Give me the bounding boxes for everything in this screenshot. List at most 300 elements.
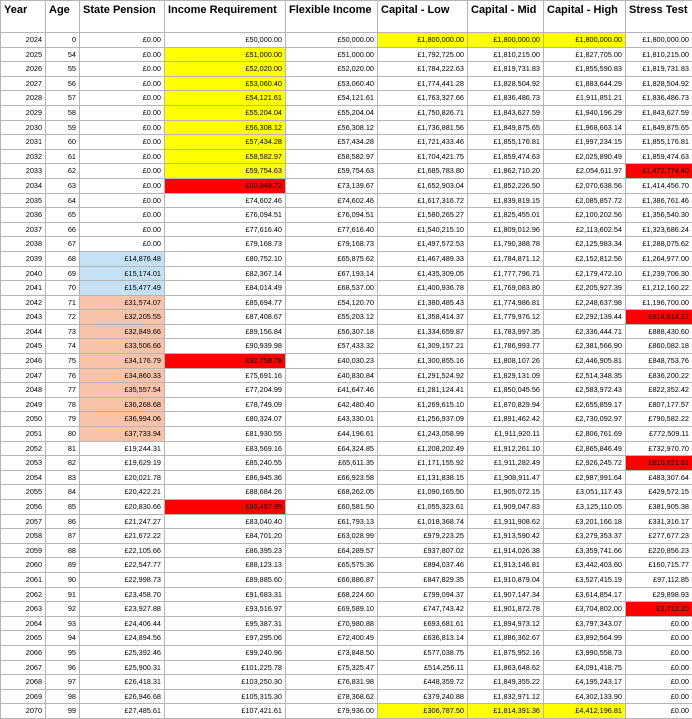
header-year[interactable]: Year [1, 1, 46, 33]
cell-state-pension[interactable]: £0.00 [80, 120, 165, 135]
cell-capital-low[interactable]: £1,243,058.99 [378, 427, 468, 442]
cell-year[interactable]: 2052 [1, 441, 46, 456]
cell-capital-mid[interactable]: £1,912,261.10 [468, 441, 544, 456]
cell-state-pension[interactable]: £20,422.21 [80, 485, 165, 500]
cell-year[interactable]: 2062 [1, 587, 46, 602]
cell-state-pension[interactable]: £0.00 [80, 47, 165, 62]
cell-age[interactable]: 57 [46, 91, 80, 106]
cell-flexible-income[interactable]: £64,324.85 [286, 441, 378, 456]
cell-income-requirement[interactable]: £59,754.63 [165, 164, 286, 179]
cell-capital-mid[interactable]: £1,825,455.01 [468, 208, 544, 223]
cell-capital-high[interactable]: £2,125,983.34 [544, 237, 626, 252]
cell-stress-test[interactable]: £0.00 [626, 616, 692, 631]
cell-age[interactable]: 60 [46, 135, 80, 150]
cell-state-pension[interactable]: £32,849.66 [80, 324, 165, 339]
cell-flexible-income[interactable]: £51,000.00 [286, 47, 378, 62]
cell-state-pension[interactable]: £0.00 [80, 91, 165, 106]
cell-capital-mid[interactable]: £1,849,355.22 [468, 675, 544, 690]
cell-capital-mid[interactable]: £1,913,590.42 [468, 529, 544, 544]
cell-capital-low[interactable]: £937,807.02 [378, 543, 468, 558]
cell-stress-test[interactable]: £1,859,474.63 [626, 149, 692, 164]
cell-stress-test[interactable]: £29,898.93 [626, 587, 692, 602]
cell-income-requirement[interactable]: £92,758.78 [165, 354, 286, 369]
cell-capital-low[interactable]: £306,787.50 [378, 704, 468, 719]
cell-year[interactable]: 2041 [1, 281, 46, 296]
cell-state-pension[interactable]: £19,244.31 [80, 441, 165, 456]
cell-year[interactable]: 2028 [1, 91, 46, 106]
cell-flexible-income[interactable]: £76,094.51 [286, 208, 378, 223]
cell-year[interactable]: 2024 [1, 33, 46, 48]
cell-state-pension[interactable]: £19,629.19 [80, 456, 165, 471]
cell-age[interactable]: 77 [46, 383, 80, 398]
cell-income-requirement[interactable]: £105,315.30 [165, 689, 286, 704]
cell-capital-low[interactable]: £379,240.88 [378, 689, 468, 704]
cell-capital-mid[interactable]: £1,859,474.63 [468, 149, 544, 164]
cell-state-pension[interactable]: £26,418.31 [80, 675, 165, 690]
cell-flexible-income[interactable]: £43,330.01 [286, 412, 378, 427]
header-capital-mid[interactable]: Capital - Mid [468, 1, 544, 33]
cell-year[interactable]: 2039 [1, 251, 46, 266]
cell-year[interactable]: 2031 [1, 135, 46, 150]
cell-year[interactable]: 2046 [1, 354, 46, 369]
cell-capital-high[interactable]: £3,527,415.19 [544, 572, 626, 587]
cell-flexible-income[interactable]: £70,980.88 [286, 616, 378, 631]
cell-income-requirement[interactable]: £86,395.23 [165, 543, 286, 558]
cell-stress-test[interactable]: £1,800,000.00 [626, 33, 692, 48]
cell-age[interactable]: 73 [46, 324, 80, 339]
cell-capital-mid[interactable]: £1,863,648.62 [468, 660, 544, 675]
cell-state-pension[interactable]: £0.00 [80, 164, 165, 179]
cell-year[interactable]: 2068 [1, 675, 46, 690]
cell-year[interactable]: 2035 [1, 193, 46, 208]
cell-state-pension[interactable]: £0.00 [80, 105, 165, 120]
cell-age[interactable]: 59 [46, 120, 80, 135]
cell-age[interactable]: 65 [46, 208, 80, 223]
cell-stress-test[interactable]: £732,970.70 [626, 441, 692, 456]
cell-age[interactable]: 78 [46, 397, 80, 412]
cell-capital-high[interactable]: £2,070,638.56 [544, 178, 626, 193]
cell-age[interactable]: 79 [46, 412, 80, 427]
cell-income-requirement[interactable]: £90,939.98 [165, 339, 286, 354]
cell-stress-test[interactable]: £1,212,160.22 [626, 281, 692, 296]
cell-flexible-income[interactable]: £73,848.50 [286, 645, 378, 660]
cell-year[interactable]: 2066 [1, 645, 46, 660]
cell-capital-mid[interactable]: £1,849,875.65 [468, 120, 544, 135]
cell-income-requirement[interactable]: £77,616.40 [165, 222, 286, 237]
cell-capital-mid[interactable]: £1,832,971.12 [468, 689, 544, 704]
cell-capital-mid[interactable]: £1,908,911.47 [468, 470, 544, 485]
cell-income-requirement[interactable]: £80,324.07 [165, 412, 286, 427]
cell-capital-mid[interactable]: £1,852,226.50 [468, 178, 544, 193]
cell-age[interactable]: 81 [46, 441, 80, 456]
cell-year[interactable]: 2050 [1, 412, 46, 427]
cell-capital-mid[interactable]: £1,808,107.26 [468, 354, 544, 369]
cell-flexible-income[interactable]: £66,886.87 [286, 572, 378, 587]
cell-capital-high[interactable]: £1,855,590.83 [544, 62, 626, 77]
cell-state-pension[interactable]: £21,247.27 [80, 514, 165, 529]
cell-stress-test[interactable]: £860,082.18 [626, 339, 692, 354]
cell-flexible-income[interactable]: £54,120.70 [286, 295, 378, 310]
cell-capital-mid[interactable]: £1,836,486.73 [468, 91, 544, 106]
cell-year[interactable]: 2032 [1, 149, 46, 164]
cell-income-requirement[interactable]: £78,749.09 [165, 397, 286, 412]
cell-capital-low[interactable]: £1,580,265.27 [378, 208, 468, 223]
cell-year[interactable]: 2067 [1, 660, 46, 675]
cell-year[interactable]: 2069 [1, 689, 46, 704]
cell-capital-low[interactable]: £1,497,572.53 [378, 237, 468, 252]
cell-capital-high[interactable]: £3,279,353.37 [544, 529, 626, 544]
cell-capital-mid[interactable]: £1,886,362.67 [468, 631, 544, 646]
cell-stress-test[interactable]: £1,288,075.62 [626, 237, 692, 252]
cell-age[interactable]: 93 [46, 616, 80, 631]
cell-flexible-income[interactable]: £64,289.57 [286, 543, 378, 558]
cell-capital-high[interactable]: £3,704,802.00 [544, 602, 626, 617]
cell-capital-low[interactable]: £1,400,936.78 [378, 281, 468, 296]
cell-capital-mid[interactable]: £1,810,215.00 [468, 47, 544, 62]
cell-income-requirement[interactable]: £60,949.72 [165, 178, 286, 193]
cell-state-pension[interactable]: £21,672.22 [80, 529, 165, 544]
cell-age[interactable]: 96 [46, 660, 80, 675]
cell-stress-test[interactable]: £1,386,761.46 [626, 193, 692, 208]
cell-state-pension[interactable]: £22,105.66 [80, 543, 165, 558]
cell-income-requirement[interactable]: £79,168.73 [165, 237, 286, 252]
cell-state-pension[interactable]: £24,406.44 [80, 616, 165, 631]
cell-flexible-income[interactable]: £65,611.35 [286, 456, 378, 471]
cell-income-requirement[interactable]: £76,094.51 [165, 208, 286, 223]
cell-stress-test[interactable]: £277,677.23 [626, 529, 692, 544]
cell-state-pension[interactable]: £0.00 [80, 62, 165, 77]
cell-flexible-income[interactable]: £68,224.60 [286, 587, 378, 602]
cell-income-requirement[interactable]: £88,684.26 [165, 485, 286, 500]
cell-income-requirement[interactable]: £83,569.16 [165, 441, 286, 456]
cell-stress-test[interactable]: £914,614.27 [626, 310, 692, 325]
cell-capital-mid[interactable]: £1,786,993.77 [468, 339, 544, 354]
cell-capital-high[interactable]: £4,302,133.90 [544, 689, 626, 704]
cell-capital-low[interactable]: £1,380,485.43 [378, 295, 468, 310]
cell-income-requirement[interactable]: £77,204.99 [165, 383, 286, 398]
header-income-requirement[interactable]: Income Requirement [165, 1, 286, 33]
cell-income-requirement[interactable]: £58,582.97 [165, 149, 286, 164]
cell-flexible-income[interactable]: £41,647.46 [286, 383, 378, 398]
cell-age[interactable]: 88 [46, 543, 80, 558]
cell-stress-test[interactable]: £1,849,875.65 [626, 120, 692, 135]
cell-flexible-income[interactable]: £54,121.61 [286, 91, 378, 106]
cell-capital-low[interactable]: £1,208,202.49 [378, 441, 468, 456]
cell-year[interactable]: 2047 [1, 368, 46, 383]
cell-capital-mid[interactable]: £1,891,462.42 [468, 412, 544, 427]
cell-capital-high[interactable]: £1,911,851.21 [544, 91, 626, 106]
cell-capital-mid[interactable]: £1,809,012.96 [468, 222, 544, 237]
cell-capital-high[interactable]: £1,997,234.15 [544, 135, 626, 150]
cell-capital-mid[interactable]: £1,907,147.34 [468, 587, 544, 602]
cell-state-pension[interactable]: £34,860.33 [80, 368, 165, 383]
cell-capital-low[interactable]: £747,743.42 [378, 602, 468, 617]
cell-state-pension[interactable]: £0.00 [80, 33, 165, 48]
cell-stress-test[interactable]: £1,843,627.59 [626, 105, 692, 120]
cell-age[interactable]: 64 [46, 193, 80, 208]
cell-capital-low[interactable]: £577,038.75 [378, 645, 468, 660]
cell-capital-mid[interactable]: £1,862,710.20 [468, 164, 544, 179]
header-stress-test[interactable]: Stress Test [626, 1, 692, 33]
cell-state-pension[interactable]: £23,458.70 [80, 587, 165, 602]
cell-age[interactable]: 74 [46, 339, 80, 354]
cell-state-pension[interactable]: £0.00 [80, 178, 165, 193]
cell-capital-high[interactable]: £1,800,000.00 [544, 33, 626, 48]
cell-capital-low[interactable]: £979,223.25 [378, 529, 468, 544]
header-capital-low[interactable]: Capital - Low [378, 1, 468, 33]
cell-year[interactable]: 2025 [1, 47, 46, 62]
cell-capital-high[interactable]: £3,051,117.43 [544, 485, 626, 500]
cell-year[interactable]: 2026 [1, 62, 46, 77]
cell-state-pension[interactable]: £22,547.77 [80, 558, 165, 573]
cell-flexible-income[interactable]: £56,308.12 [286, 120, 378, 135]
cell-income-requirement[interactable]: £103,250.30 [165, 675, 286, 690]
cell-capital-high[interactable]: £2,292,139.44 [544, 310, 626, 325]
cell-stress-test[interactable]: £1,819,731.83 [626, 62, 692, 77]
cell-capital-mid[interactable]: £1,913,146.81 [468, 558, 544, 573]
cell-age[interactable]: 70 [46, 281, 80, 296]
cell-age[interactable]: 83 [46, 470, 80, 485]
cell-capital-low[interactable]: £1,467,489.33 [378, 251, 468, 266]
cell-state-pension[interactable]: £0.00 [80, 237, 165, 252]
cell-age[interactable]: 56 [46, 76, 80, 91]
cell-year[interactable]: 2053 [1, 456, 46, 471]
cell-state-pension[interactable]: £25,392.46 [80, 645, 165, 660]
cell-capital-mid[interactable]: £1,829,131.09 [468, 368, 544, 383]
header-capital-high[interactable]: Capital - High [544, 1, 626, 33]
cell-stress-test[interactable]: £610,621.61 [626, 456, 692, 471]
cell-state-pension[interactable]: £31,574.07 [80, 295, 165, 310]
cell-flexible-income[interactable]: £55,203.12 [286, 310, 378, 325]
cell-flexible-income[interactable]: £76,831.98 [286, 675, 378, 690]
cell-flexible-income[interactable]: £57,434.28 [286, 135, 378, 150]
cell-capital-mid[interactable]: £1,894,973.12 [468, 616, 544, 631]
cell-capital-low[interactable]: £1,800,000.00 [378, 33, 468, 48]
cell-stress-test[interactable]: £0.00 [626, 645, 692, 660]
cell-year[interactable]: 2044 [1, 324, 46, 339]
cell-income-requirement[interactable]: £82,367.14 [165, 266, 286, 281]
cell-flexible-income[interactable]: £57,433.32 [286, 339, 378, 354]
cell-year[interactable]: 2056 [1, 500, 46, 515]
cell-state-pension[interactable]: £0.00 [80, 222, 165, 237]
cell-capital-low[interactable]: £1,617,316.72 [378, 193, 468, 208]
cell-year[interactable]: 2061 [1, 572, 46, 587]
cell-capital-mid[interactable]: £1,819,731.83 [468, 62, 544, 77]
cell-flexible-income[interactable]: £40,030.23 [286, 354, 378, 369]
cell-year[interactable]: 2070 [1, 704, 46, 719]
cell-flexible-income[interactable]: £68,262.05 [286, 485, 378, 500]
cell-capital-high[interactable]: £1,940,196.29 [544, 105, 626, 120]
cell-state-pension[interactable]: £0.00 [80, 76, 165, 91]
cell-flexible-income[interactable]: £40,830.84 [286, 368, 378, 383]
cell-income-requirement[interactable]: £50,000.00 [165, 33, 286, 48]
cell-capital-low[interactable]: £799,094.37 [378, 587, 468, 602]
cell-stress-test[interactable]: £331,316.17 [626, 514, 692, 529]
cell-year[interactable]: 2030 [1, 120, 46, 135]
cell-income-requirement[interactable]: £86,945.36 [165, 470, 286, 485]
cell-age[interactable]: 69 [46, 266, 80, 281]
cell-flexible-income[interactable]: £61,793.13 [286, 514, 378, 529]
cell-capital-low[interactable]: £1,291,524.92 [378, 368, 468, 383]
cell-capital-low[interactable]: £1,334,659.87 [378, 324, 468, 339]
cell-capital-high[interactable]: £2,514,348.35 [544, 368, 626, 383]
cell-capital-mid[interactable]: £1,777,796.71 [468, 266, 544, 281]
cell-capital-mid[interactable]: £1,800,000.00 [468, 33, 544, 48]
cell-age[interactable]: 71 [46, 295, 80, 310]
cell-state-pension[interactable]: £0.00 [80, 208, 165, 223]
cell-capital-high[interactable]: £3,614,854.17 [544, 587, 626, 602]
cell-capital-low[interactable]: £1,256,937.09 [378, 412, 468, 427]
cell-stress-test[interactable]: £381,905.38 [626, 500, 692, 515]
cell-capital-mid[interactable]: £1,843,627.59 [468, 105, 544, 120]
cell-age[interactable]: 55 [46, 62, 80, 77]
cell-stress-test[interactable]: £1,264,977.00 [626, 251, 692, 266]
cell-capital-low[interactable]: £1,750,826.71 [378, 105, 468, 120]
cell-capital-mid[interactable]: £1,909,047.83 [468, 500, 544, 515]
cell-flexible-income[interactable]: £52,020.00 [286, 62, 378, 77]
cell-stress-test[interactable]: £160,715.77 [626, 558, 692, 573]
cell-state-pension[interactable]: £26,946.68 [80, 689, 165, 704]
cell-capital-mid[interactable]: £1,774,986.81 [468, 295, 544, 310]
cell-capital-mid[interactable]: £1,839,819.15 [468, 193, 544, 208]
cell-year[interactable]: 2042 [1, 295, 46, 310]
cell-age[interactable]: 92 [46, 602, 80, 617]
cell-income-requirement[interactable]: £83,040.40 [165, 514, 286, 529]
cell-age[interactable]: 84 [46, 485, 80, 500]
cell-stress-test[interactable]: £848,753.76 [626, 354, 692, 369]
cell-age[interactable]: 67 [46, 237, 80, 252]
cell-stress-test[interactable]: £0.00 [626, 660, 692, 675]
cell-age[interactable]: 95 [46, 645, 80, 660]
cell-flexible-income[interactable]: £66,923.58 [286, 470, 378, 485]
cell-flexible-income[interactable]: £63,028.99 [286, 529, 378, 544]
cell-year[interactable]: 2048 [1, 383, 46, 398]
cell-age[interactable]: 94 [46, 631, 80, 646]
cell-state-pension[interactable]: £24,894.56 [80, 631, 165, 646]
cell-flexible-income[interactable]: £75,325.47 [286, 660, 378, 675]
cell-capital-mid[interactable]: £1,855,176.81 [468, 135, 544, 150]
cell-year[interactable]: 2043 [1, 310, 46, 325]
cell-age[interactable]: 75 [46, 354, 80, 369]
cell-flexible-income[interactable]: £78,368.62 [286, 689, 378, 704]
cell-stress-test[interactable]: £1,472,774.40 [626, 164, 692, 179]
cell-capital-high[interactable]: £2,583,972.43 [544, 383, 626, 398]
cell-capital-high[interactable]: £2,100,202.56 [544, 208, 626, 223]
cell-stress-test[interactable]: £1,828,504.92 [626, 76, 692, 91]
cell-stress-test[interactable]: £807,177.57 [626, 397, 692, 412]
cell-year[interactable]: 2051 [1, 427, 46, 442]
cell-capital-high[interactable]: £2,730,092.97 [544, 412, 626, 427]
cell-capital-low[interactable]: £1,784,222.63 [378, 62, 468, 77]
cell-stress-test[interactable]: £0.00 [626, 704, 692, 719]
cell-capital-low[interactable]: £1,090,165.50 [378, 485, 468, 500]
cell-capital-high[interactable]: £2,113,602.54 [544, 222, 626, 237]
cell-income-requirement[interactable]: £107,421.61 [165, 704, 286, 719]
cell-capital-mid[interactable]: £1,905,072.15 [468, 485, 544, 500]
cell-year[interactable]: 2057 [1, 514, 46, 529]
cell-capital-high[interactable]: £3,125,110.05 [544, 500, 626, 515]
cell-income-requirement[interactable]: £101,225.78 [165, 660, 286, 675]
cell-stress-test[interactable]: £772,509.11 [626, 427, 692, 442]
cell-age[interactable]: 58 [46, 105, 80, 120]
cell-year[interactable]: 2045 [1, 339, 46, 354]
cell-state-pension[interactable]: £32,205.55 [80, 310, 165, 325]
cell-flexible-income[interactable]: £58,582.97 [286, 149, 378, 164]
cell-capital-low[interactable]: £1,300,855.16 [378, 354, 468, 369]
cell-age[interactable]: 0 [46, 33, 80, 48]
cell-year[interactable]: 2036 [1, 208, 46, 223]
cell-income-requirement[interactable]: £53,060.40 [165, 76, 286, 91]
cell-capital-mid[interactable]: £1,783,997.35 [468, 324, 544, 339]
cell-state-pension[interactable]: £25,900.31 [80, 660, 165, 675]
cell-capital-low[interactable]: £1,774,441.28 [378, 76, 468, 91]
cell-capital-high[interactable]: £2,926,245.72 [544, 456, 626, 471]
cell-capital-mid[interactable]: £1,914,026.38 [468, 543, 544, 558]
cell-age[interactable]: 91 [46, 587, 80, 602]
cell-flexible-income[interactable]: £60,581.50 [286, 500, 378, 515]
cell-capital-low[interactable]: £1,358,414.37 [378, 310, 468, 325]
cell-income-requirement[interactable]: £89,156.84 [165, 324, 286, 339]
cell-flexible-income[interactable]: £79,936.00 [286, 704, 378, 719]
cell-state-pension[interactable]: £15,174.01 [80, 266, 165, 281]
cell-year[interactable]: 2038 [1, 237, 46, 252]
cell-flexible-income[interactable]: £65,875.62 [286, 251, 378, 266]
cell-year[interactable]: 2059 [1, 543, 46, 558]
cell-income-requirement[interactable]: £75,691.16 [165, 368, 286, 383]
cell-capital-high[interactable]: £3,892,564.99 [544, 631, 626, 646]
cell-capital-high[interactable]: £2,446,905.81 [544, 354, 626, 369]
cell-income-requirement[interactable]: £56,308.12 [165, 120, 286, 135]
cell-income-requirement[interactable]: £87,408.67 [165, 310, 286, 325]
cell-capital-high[interactable]: £4,091,418.75 [544, 660, 626, 675]
cell-capital-mid[interactable]: £1,769,083.80 [468, 281, 544, 296]
cell-capital-mid[interactable]: £1,875,952.16 [468, 645, 544, 660]
cell-age[interactable]: 90 [46, 572, 80, 587]
cell-state-pension[interactable]: £35,557.54 [80, 383, 165, 398]
cell-state-pension[interactable]: £22,998.73 [80, 572, 165, 587]
cell-income-requirement[interactable]: £81,930.55 [165, 427, 286, 442]
cell-income-requirement[interactable]: £85,240.55 [165, 456, 286, 471]
cell-capital-mid[interactable]: £1,790,388.78 [468, 237, 544, 252]
cell-age[interactable]: 63 [46, 178, 80, 193]
cell-age[interactable]: 89 [46, 558, 80, 573]
cell-stress-test[interactable]: £1,836,486.73 [626, 91, 692, 106]
cell-capital-mid[interactable]: £1,779,976.12 [468, 310, 544, 325]
cell-age[interactable]: 66 [46, 222, 80, 237]
cell-capital-low[interactable]: £1,736,881.56 [378, 120, 468, 135]
cell-capital-mid[interactable]: £1,814,391.36 [468, 704, 544, 719]
header-flexible-income[interactable]: Flexible Income [286, 1, 378, 33]
cell-capital-mid[interactable]: £1,910,879.04 [468, 572, 544, 587]
cell-state-pension[interactable]: £0.00 [80, 193, 165, 208]
cell-age[interactable]: 99 [46, 704, 80, 719]
cell-age[interactable]: 82 [46, 456, 80, 471]
cell-year[interactable]: 2049 [1, 397, 46, 412]
cell-year[interactable]: 2033 [1, 164, 46, 179]
cell-age[interactable]: 54 [46, 47, 80, 62]
cell-capital-high[interactable]: £2,054,611.97 [544, 164, 626, 179]
cell-capital-mid[interactable]: £1,784,871.12 [468, 251, 544, 266]
cell-income-requirement[interactable]: £80,752.10 [165, 251, 286, 266]
cell-flexible-income[interactable]: £42,480.40 [286, 397, 378, 412]
cell-income-requirement[interactable]: £52,020.00 [165, 62, 286, 77]
cell-capital-low[interactable]: £1,055,323.61 [378, 500, 468, 515]
cell-state-pension[interactable]: £15,477.49 [80, 281, 165, 296]
cell-income-requirement[interactable]: £95,387.31 [165, 616, 286, 631]
cell-capital-high[interactable]: £3,990,558.73 [544, 645, 626, 660]
cell-age[interactable]: 87 [46, 529, 80, 544]
cell-capital-mid[interactable]: £1,828,504.92 [468, 76, 544, 91]
